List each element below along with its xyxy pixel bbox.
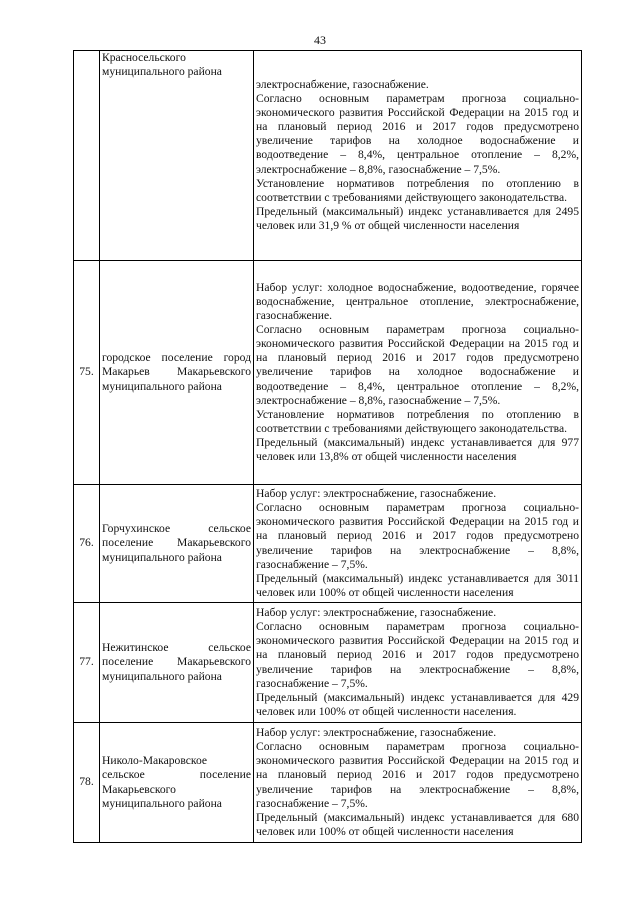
municipality-name bbox=[100, 723, 254, 843]
tariff-description bbox=[254, 261, 582, 485]
description-paragraph: Предельный (максимальный) индекс устанавливается для 429 человек или 100% от общей численности населения. bbox=[256, 690, 579, 718]
row-number: 77. bbox=[74, 603, 100, 723]
description-paragraph: Набор услуг: электроснабжение, газоснабжение. bbox=[256, 606, 497, 620]
tariff-description bbox=[254, 603, 582, 723]
municipality-name bbox=[100, 603, 254, 723]
description-paragraph: электроснабжение, газоснабжение. bbox=[256, 77, 429, 91]
municipality-name-text: Николо-Макаровское сельское поселение Макарьевского муниципального района bbox=[102, 754, 251, 810]
description-paragraph: Предельный (максимальный) индекс устанавливается для 3011 человек или 100% от общей численности населения bbox=[256, 571, 579, 599]
table-row bbox=[74, 723, 582, 843]
municipality-name-text: Нежитинское сельское поселение Макарьевского муниципального района bbox=[102, 641, 251, 683]
description-paragraph: Предельный (максимальный) индекс устанавливается для 977 человек или 13,8% от общей численности населения bbox=[256, 435, 579, 464]
tariff-table bbox=[73, 50, 582, 843]
description-paragraph: Установление нормативов потребления по отоплению в соответствии с требованиями действующего законодательства. bbox=[256, 407, 579, 435]
description-paragraph: Набор услуг: электроснабжение, газоснабжение. bbox=[256, 726, 497, 740]
row-number: 76. bbox=[74, 485, 100, 603]
description-paragraph: Согласно основным параметрам прогноза социально-экономического развития Российской Федерации на 2015 год и на плановый период 2016 и 2017 годов предусмотрено увеличение тарифов на холодное водоснабжение и водоотведение – 8,4%, центральное отопление – 8,2%, электроснабжение – 8,8%, газоснабжение – 7,5%. bbox=[256, 323, 579, 407]
description-paragraph: Набор услуг: холодное водоснабжение, водоотведение, горячее водоснабжение, центральное отопление, электроснабжение, газоснабжение. bbox=[256, 280, 579, 323]
description-paragraph: Установление нормативов потребления по отоплению в соответствии с требованиями действующего законодательства. bbox=[256, 176, 579, 204]
table-row bbox=[74, 261, 582, 485]
tariff-description bbox=[254, 723, 582, 843]
description-paragraph: Согласно основным параметрам прогноза социально-экономического развития Российской Федерации на 2015 год и на плановый период 2016 и 2017 годов предусмотрено увеличение тарифов на электроснабжение – 8,8%, газоснабжение – 7,5%. bbox=[256, 501, 579, 571]
page-number: 43 bbox=[314, 33, 326, 47]
description-paragraph: Предельный (максимальный) индекс устанавливается для 2495 человек или 31,9 % от общей численности населения bbox=[256, 204, 579, 232]
municipality-name bbox=[100, 261, 254, 485]
municipality-name-text: Горчухинское сельское поселение Макарьевского муниципального района bbox=[102, 522, 251, 564]
municipality-name-text: Красносельского муниципального района bbox=[102, 51, 222, 79]
description-paragraph: Согласно основным параметрам прогноза социально-экономического развития Российской Федерации на 2015 год и на плановый период 2016 и 2017 годов предусмотрено увеличение тарифов на электроснабжение – 8,8%, газоснабжение – 7,5%. bbox=[256, 740, 579, 810]
table-row bbox=[74, 485, 582, 603]
municipality-name bbox=[100, 485, 254, 603]
description-paragraph: Согласно основным параметрам прогноза социально-экономического развития Российской Федерации на 2015 год и на плановый период 2016 и 2017 годов предусмотрено увеличение тарифов на холодное водоснабжение и водоотведение – 8,4%, центральное отопление – 8,2%, электроснабжение – 8,8%, газоснабжение – 7,5%. bbox=[256, 92, 579, 176]
row-number bbox=[74, 51, 100, 261]
row-number: 78. bbox=[74, 723, 100, 843]
description-paragraph: Предельный (максимальный) индекс устанавливается для 680 человек или 100% от общей численности населения bbox=[256, 810, 579, 838]
tariff-description bbox=[254, 51, 582, 261]
row-number: 75. bbox=[74, 261, 100, 485]
tariff-description bbox=[254, 485, 582, 603]
table-row bbox=[74, 603, 582, 723]
description-paragraph: Согласно основным параметрам прогноза социально-экономического развития Российской Федерации на 2015 год и на плановый период 2016 и 2017 годов предусмотрено увеличение тарифов на электроснабжение – 8,8%, газоснабжение – 7,5%. bbox=[256, 620, 579, 690]
municipality-name-text: городское поселение город Макарьев Макарьевского муниципального района bbox=[102, 351, 251, 393]
municipality-name bbox=[100, 51, 254, 261]
description-paragraph: Набор услуг: электроснабжение, газоснабжение. bbox=[256, 487, 497, 501]
table-row bbox=[74, 51, 582, 261]
